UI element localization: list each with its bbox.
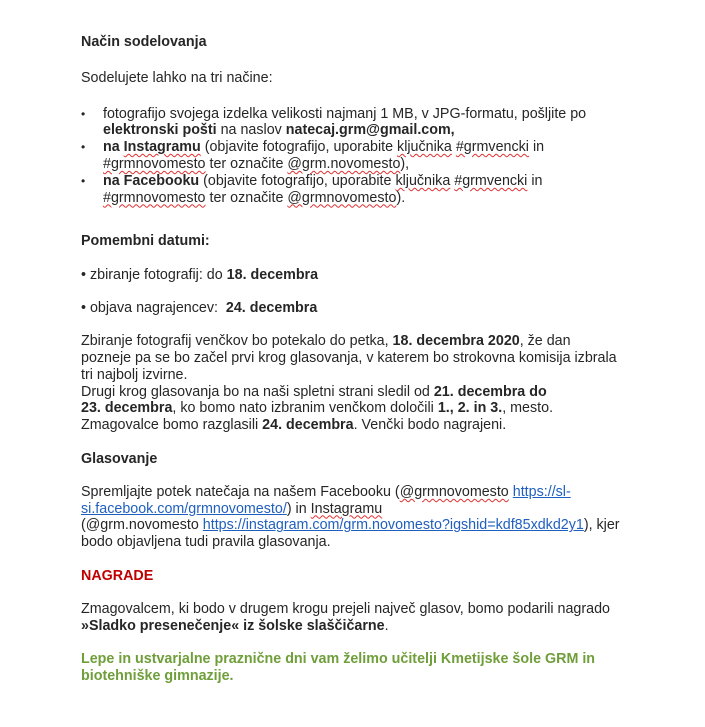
item2-line1 (103, 139, 681, 156)
text: (@grm.novomesto (81, 517, 203, 534)
closing-greeting (81, 651, 681, 685)
text: ), (400, 155, 410, 172)
text: ). (396, 189, 406, 206)
paragraph-line (81, 517, 681, 534)
paragraph-line: bodo objavljena tudi pravila glasovanja. (81, 534, 331, 551)
text: ter označite (205, 155, 288, 172)
hashtag: #grmnovomesto (103, 189, 206, 206)
date: 21. decembra do (433, 383, 547, 400)
dates-paragraph (81, 333, 681, 434)
text: ključnika (397, 139, 452, 156)
text: ) in (286, 500, 311, 517)
date-announcement (81, 300, 681, 317)
text: ), kjer (583, 517, 620, 534)
text: Instagramu (310, 500, 383, 517)
date: 23 (81, 400, 97, 417)
bullet-icon: • (81, 140, 86, 155)
closing-line: biotehniške gimnazije. (81, 667, 234, 684)
bullet-icon: • (81, 173, 86, 188)
facebook-link[interactable]: https://sl- (512, 483, 571, 500)
document-page (81, 34, 681, 685)
item3-line2 (103, 190, 681, 207)
item2-line2 (103, 156, 681, 173)
handle: @grmnovomesto (399, 483, 509, 500)
prize-name: »Sladko presenečenje« iz šolske slaščičarne (81, 617, 385, 634)
text: Spremljajte potek natečaja na našem Facebooku ( (81, 483, 400, 500)
date: 18. decembra (226, 266, 319, 283)
text: na (103, 139, 124, 156)
list-item (81, 173, 681, 207)
date-collection (81, 267, 681, 284)
text: Zbiranje fotografij venčkov bo potekalo do petka, (81, 333, 393, 350)
paragraph-line: Zmagovalcem, ki bodo v drugem krogu prejeli največ glasov, bomo podarili nagrado (81, 600, 610, 617)
paragraph-line (81, 333, 681, 350)
item3-line1 (103, 173, 681, 190)
text: , že dan (519, 333, 571, 350)
paragraph-line: tri najbolj izvirne. (81, 366, 188, 383)
date: 18. decembra 2020 (392, 333, 520, 350)
paragraph-line (81, 400, 681, 417)
text: , ko bomo nato izbranim venčkom določili (172, 400, 438, 417)
facebook-link[interactable]: si.facebook.com/grmnovomesto/ (81, 500, 287, 517)
text: (objavite fotografijo, uporabite (199, 172, 396, 189)
text: na naslov (216, 122, 286, 139)
instagram-label: Instagramu (123, 139, 201, 156)
text: Drugi krog glasovanja bo na naši spletni strani sledil od (81, 383, 434, 400)
list-item (81, 106, 681, 140)
participation-intro: Sodelujete lahko na tri načine: (81, 69, 273, 86)
text: Zmagovalce bomo razglasili (81, 417, 263, 434)
prizes-paragraph (81, 601, 681, 635)
paragraph-line (81, 417, 681, 434)
paragraph-line (81, 501, 681, 518)
bullet-icon: • (81, 106, 86, 121)
paragraph-line (81, 484, 681, 501)
email-address: natecaj.grm@gmail.com, (285, 122, 455, 139)
text: . (384, 617, 389, 634)
heading-voting: Glasovanje (81, 450, 158, 467)
instagram-link[interactable]: https://instagram.com/grm.novomesto?igshid=kdf85xdkd2y1 (202, 517, 584, 534)
date: 24. decembra (225, 299, 318, 316)
date: 24. decembra (262, 417, 354, 434)
text: . Venčki bodo nagrajeni. (353, 417, 507, 434)
heading-participation: Način sodelovanja (81, 34, 207, 50)
text: (objavite fotografijo, uporabite (200, 139, 398, 156)
text: • zbiranje fotografij: do (81, 266, 227, 283)
closing-line: Lepe in ustvarjalne praznične dni vam želimo učitelji Kmetijske šole GRM in (81, 650, 596, 667)
hashtag: #grmvencki (455, 139, 529, 156)
text: ter označite (205, 189, 288, 206)
hashtag: #grmnovomesto (103, 155, 206, 172)
text: in (527, 172, 543, 189)
places: 1., 2. in 3. (437, 400, 503, 417)
text: , mesto. (502, 400, 554, 417)
item1-line2 (103, 122, 681, 139)
heading-prizes: NAGRADE (81, 567, 154, 584)
handle: @grmnovomesto (287, 189, 397, 206)
text: • objava nagrajencev: (81, 299, 226, 316)
voting-paragraph (81, 484, 681, 551)
facebook-label: na Facebooku (103, 172, 200, 189)
participation-list (81, 106, 681, 207)
hashtag: #grmvencki (454, 172, 528, 189)
paragraph-line: pozneje pa se bo začel prvi krog glasovanja, v katerem bo strokovna komisija izbrala (81, 350, 617, 367)
text: ključnika (395, 172, 451, 189)
paragraph-line (81, 618, 681, 635)
date: . decembra (96, 400, 173, 417)
email-label: elektronski pošti (103, 122, 217, 139)
handle: @grm.novomesto (287, 155, 401, 172)
list-item (81, 139, 681, 173)
heading-dates: Pomembni datumi: (81, 233, 210, 250)
paragraph-line (81, 384, 681, 401)
text: in (528, 139, 545, 156)
item1-line1: fotografijo svojega izdelka velikosti najmanj 1 MB, v JPG-formatu, pošljite po (103, 105, 587, 122)
